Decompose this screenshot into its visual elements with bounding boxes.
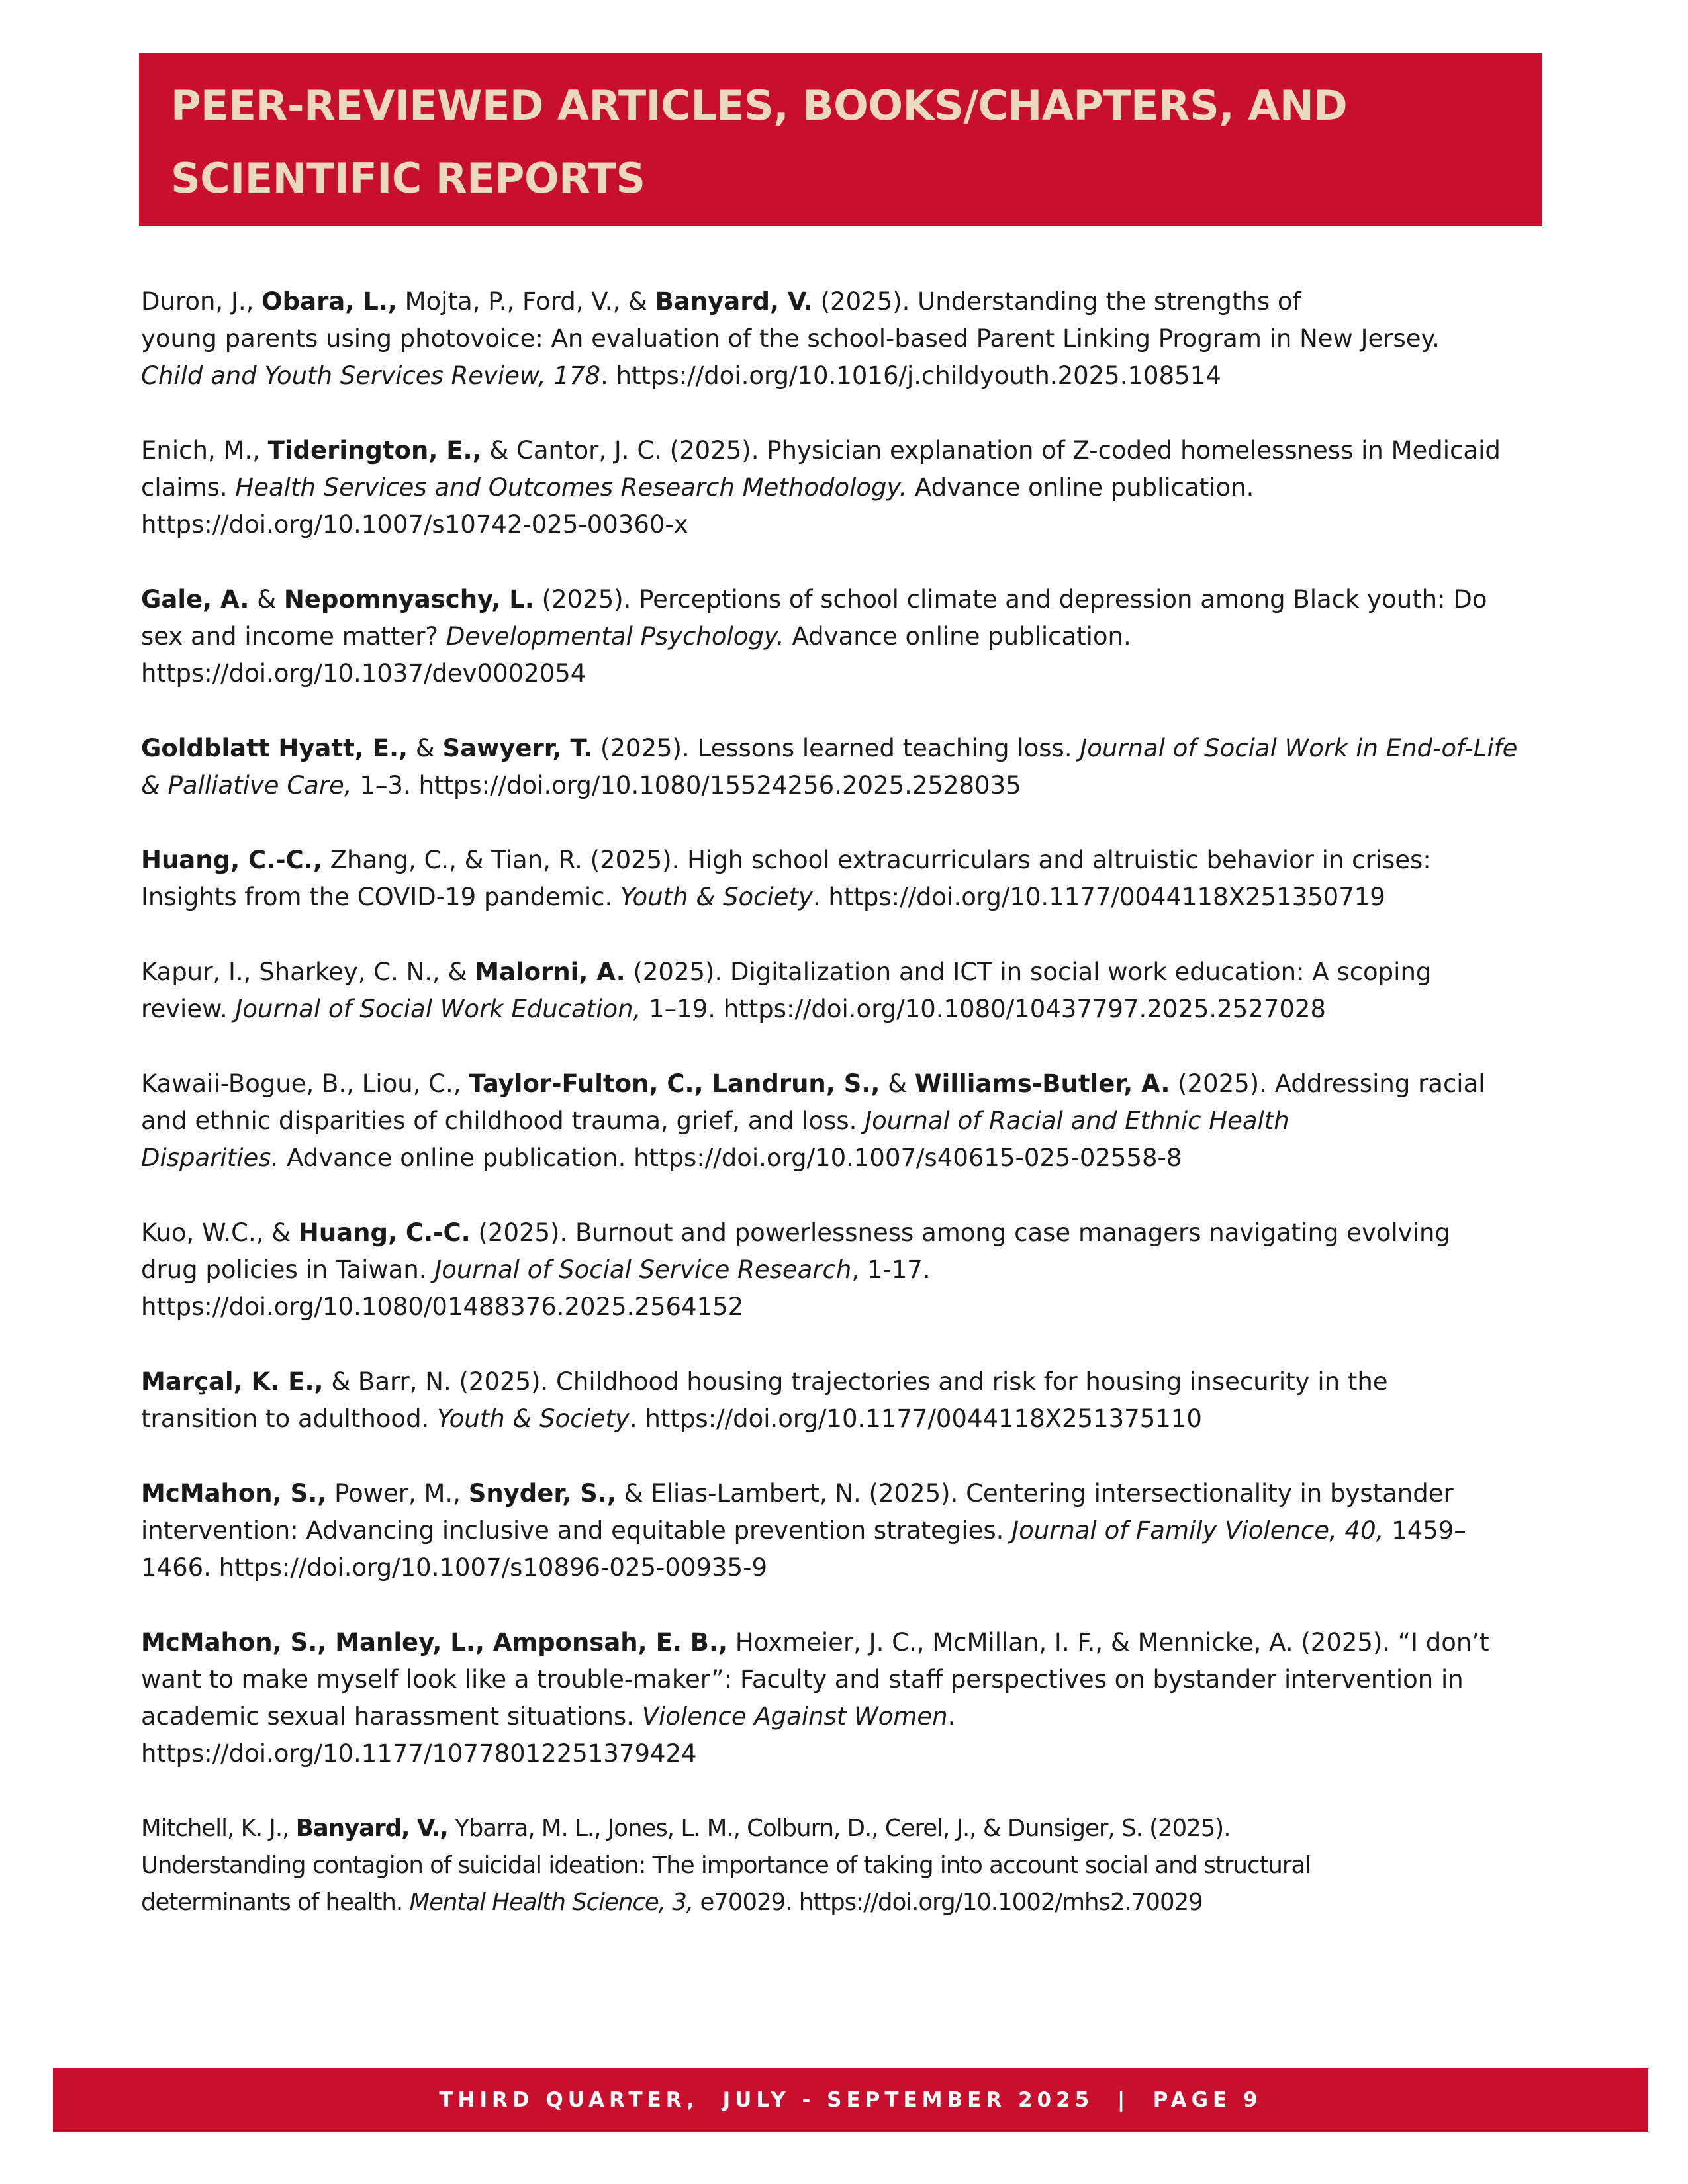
reference-text: and ethnic disparities of childhood trauma, grief, and loss. [141, 1107, 865, 1135]
reference-text: . https://doi.org/10.1177/0044118X251375110 [629, 1404, 1202, 1433]
author-highlight: Nepomnyaschy, L. [283, 585, 534, 614]
reference-entry [141, 954, 1544, 1028]
section-title [171, 69, 1511, 215]
author-highlight: Tiderington, E., [267, 436, 482, 465]
journal-title: Journal of Social Work Education, [235, 995, 641, 1023]
reference-entry [141, 730, 1544, 804]
reference-entry [141, 581, 1544, 692]
reference-text: (2025). Lessons learned teaching loss. [592, 734, 1080, 762]
reference-entry [141, 1363, 1544, 1437]
author-highlight: Obara, L., [261, 287, 397, 316]
reference-text: 1459– [1383, 1516, 1466, 1545]
reference-text: & Cantor, J. C. (2025). Physician explanation of Z-coded homelessness in Medicaid [481, 436, 1501, 465]
journal-title: Developmental Psychology. [445, 622, 784, 651]
journal-title: Journal of Family Violence, 40, [1011, 1516, 1384, 1545]
reference-text: intervention: Advancing inclusive and equitable prevention strategies. [141, 1516, 1012, 1545]
reference-text: https://doi.org/10.1037/dev0002054 [141, 659, 586, 688]
footer-text: THIRD QUARTER, JULY - SEPTEMBER 2025 | PAGE 9 [439, 2088, 1262, 2112]
reference-text: 1466. https://doi.org/10.1007/s10896-025-00935-9 [141, 1553, 767, 1582]
reference-text: Kuo, W.C., & [141, 1218, 299, 1247]
reference-text: Understanding contagion of suicidal ideation: The importance of taking into account social and structural [141, 1852, 1311, 1879]
author-highlight: Huang, C.-C. [298, 1218, 471, 1247]
author-highlight: Banyard, V., [295, 1815, 448, 1842]
journal-title: Youth & Society [437, 1404, 630, 1433]
author-highlight: Gale, A. [141, 585, 250, 614]
reference-text: Power, M., [326, 1479, 469, 1508]
reference-text: https://doi.org/10.1007/s10742-025-00360-x [141, 510, 688, 539]
section-title-line-2: SCIENTIFIC REPORTS [171, 154, 645, 203]
reference-text: . https://doi.org/10.1177/0044118X251350719 [812, 883, 1385, 911]
author-highlight: Goldblatt Hyatt, E., [141, 734, 408, 762]
reference-text: , 1-17. [851, 1255, 931, 1284]
journal-title: & Palliative Care, [141, 771, 352, 799]
reference-text: Mitchell, K. J., [141, 1815, 296, 1842]
reference-entry [141, 1066, 1544, 1177]
reference-text: & Elias-Lambert, N. (2025). Centering intersectionality in bystander [616, 1479, 1454, 1508]
author-highlight: Malorni, A. [475, 958, 626, 986]
reference-text: transition to adulthood. [141, 1404, 438, 1433]
author-highlight: Huang, C.-C., [141, 846, 322, 874]
author-highlight: Marçal, K. E., [141, 1367, 324, 1396]
reference-text: (2025). Burnout and powerlessness among case managers navigating evolving [470, 1218, 1450, 1247]
author-highlight: Sawyerr, T. [442, 734, 593, 762]
reference-text: Insights from the COVID-19 pandemic. [141, 883, 621, 911]
reference-entry [141, 1214, 1544, 1326]
reference-text: drug policies in Taiwan. [141, 1255, 435, 1284]
reference-text: (2025). Digitalization and ICT in social work education: A scoping [625, 958, 1432, 986]
reference-entry [141, 1624, 1544, 1772]
reference-text: & [249, 585, 284, 614]
journal-title: Journal of Social Work in End-of-Life [1080, 734, 1518, 762]
reference-text: & [880, 1069, 915, 1098]
section-header [139, 53, 1542, 226]
reference-list [141, 283, 1544, 1959]
reference-text: e70029. https://doi.org/10.1002/mhs2.70029 [693, 1889, 1203, 1916]
reference-text: academic sexual harassment situations. [141, 1702, 642, 1731]
reference-text: sex and income matter? [141, 622, 446, 651]
reference-text: Advance online publication. [907, 473, 1254, 502]
reference-entry [141, 842, 1544, 916]
author-highlight: Taylor-Fulton, C., Landrun, S., [469, 1069, 880, 1098]
reference-text: review. [141, 995, 236, 1023]
reference-text: young parents using photovoice: An evaluation of the school-based Parent Linking Program in New Jersey. [141, 324, 1440, 353]
reference-text: Duron, J., [141, 287, 262, 316]
reference-text: Advance online publication. [784, 622, 1131, 651]
reference-text: https://doi.org/10.1177/10778012251379424 [141, 1739, 697, 1768]
reference-text: determinants of health. [141, 1889, 410, 1916]
author-highlight: McMahon, S., [141, 1479, 327, 1508]
reference-text: & [408, 734, 443, 762]
reference-text: (2025). Understanding the strengths of [812, 287, 1301, 316]
reference-text: . https://doi.org/10.1016/j.childyouth.2025.108514 [600, 361, 1221, 390]
reference-text: Zhang, C., & Tian, R. (2025). High school extracurriculars and altruistic behavior in crises: [322, 846, 1431, 874]
reference-text: Advance online publication. https://doi.org/10.1007/s40615-025-02558-8 [279, 1144, 1182, 1172]
journal-title: Violence Against Women [641, 1702, 948, 1731]
journal-title: Mental Health Science, 3, [409, 1889, 694, 1916]
reference-text: . [947, 1702, 956, 1731]
reference-entry [141, 1475, 1544, 1586]
reference-text: Enich, M., [141, 436, 268, 465]
author-highlight: Banyard, V. [655, 287, 813, 316]
reference-text: (2025). Perceptions of school climate and depression among Black youth: Do [534, 585, 1487, 614]
reference-text: Kapur, I., Sharkey, C. N., & [141, 958, 475, 986]
section-title-line-1: PEER-REVIEWED ARTICLES, BOOKS/CHAPTERS, AND [171, 81, 1348, 130]
reference-entry [141, 1810, 1544, 1921]
reference-text: claims. [141, 473, 236, 502]
reference-text: Mojta, P., Ford, V., & [397, 287, 655, 316]
reference-text: 1–19. https://doi.org/10.1080/10437797.2025.2527028 [641, 995, 1326, 1023]
reference-text: (2025). Addressing racial [1170, 1069, 1485, 1098]
reference-text: Ybarra, M. L., Jones, L. M., Colburn, D., Cerel, J., & Dunsiger, S. (2025). [447, 1815, 1231, 1842]
journal-title: Journal of Social Service Research [434, 1255, 852, 1284]
reference-text: 1–3. https://doi.org/10.1080/15524256.2025.2528035 [352, 771, 1021, 799]
journal-title: Health Services and Outcomes Research Methodology. [235, 473, 908, 502]
reference-text: Hoxmeier, J. C., McMillan, I. F., & Mennicke, A. (2025). “I don’t [727, 1628, 1489, 1657]
reference-text: https://doi.org/10.1080/01488376.2025.2564152 [141, 1293, 744, 1321]
author-highlight: Snyder, S., [468, 1479, 616, 1508]
reference-text: & Barr, N. (2025). Childhood housing trajectories and risk for housing insecurity in the [323, 1367, 1388, 1396]
journal-title: Child and Youth Services Review, 178 [141, 361, 601, 390]
author-highlight: McMahon, S., Manley, L., Amponsah, E. B., [141, 1628, 728, 1657]
reference-entry [141, 432, 1544, 543]
author-highlight: Williams-Butler, A. [914, 1069, 1170, 1098]
journal-title: Youth & Society [620, 883, 813, 911]
reference-text: want to make myself look like a trouble-maker”: Faculty and staff perspectives on bystander intervention in [141, 1665, 1464, 1694]
page-footer [53, 2068, 1648, 2132]
reference-text: Kawaii-Bogue, B., Liou, C., [141, 1069, 469, 1098]
journal-title: Journal of Racial and Ethnic Health [865, 1107, 1289, 1135]
reference-entry [141, 283, 1544, 394]
journal-title: Disparities. [141, 1144, 279, 1172]
